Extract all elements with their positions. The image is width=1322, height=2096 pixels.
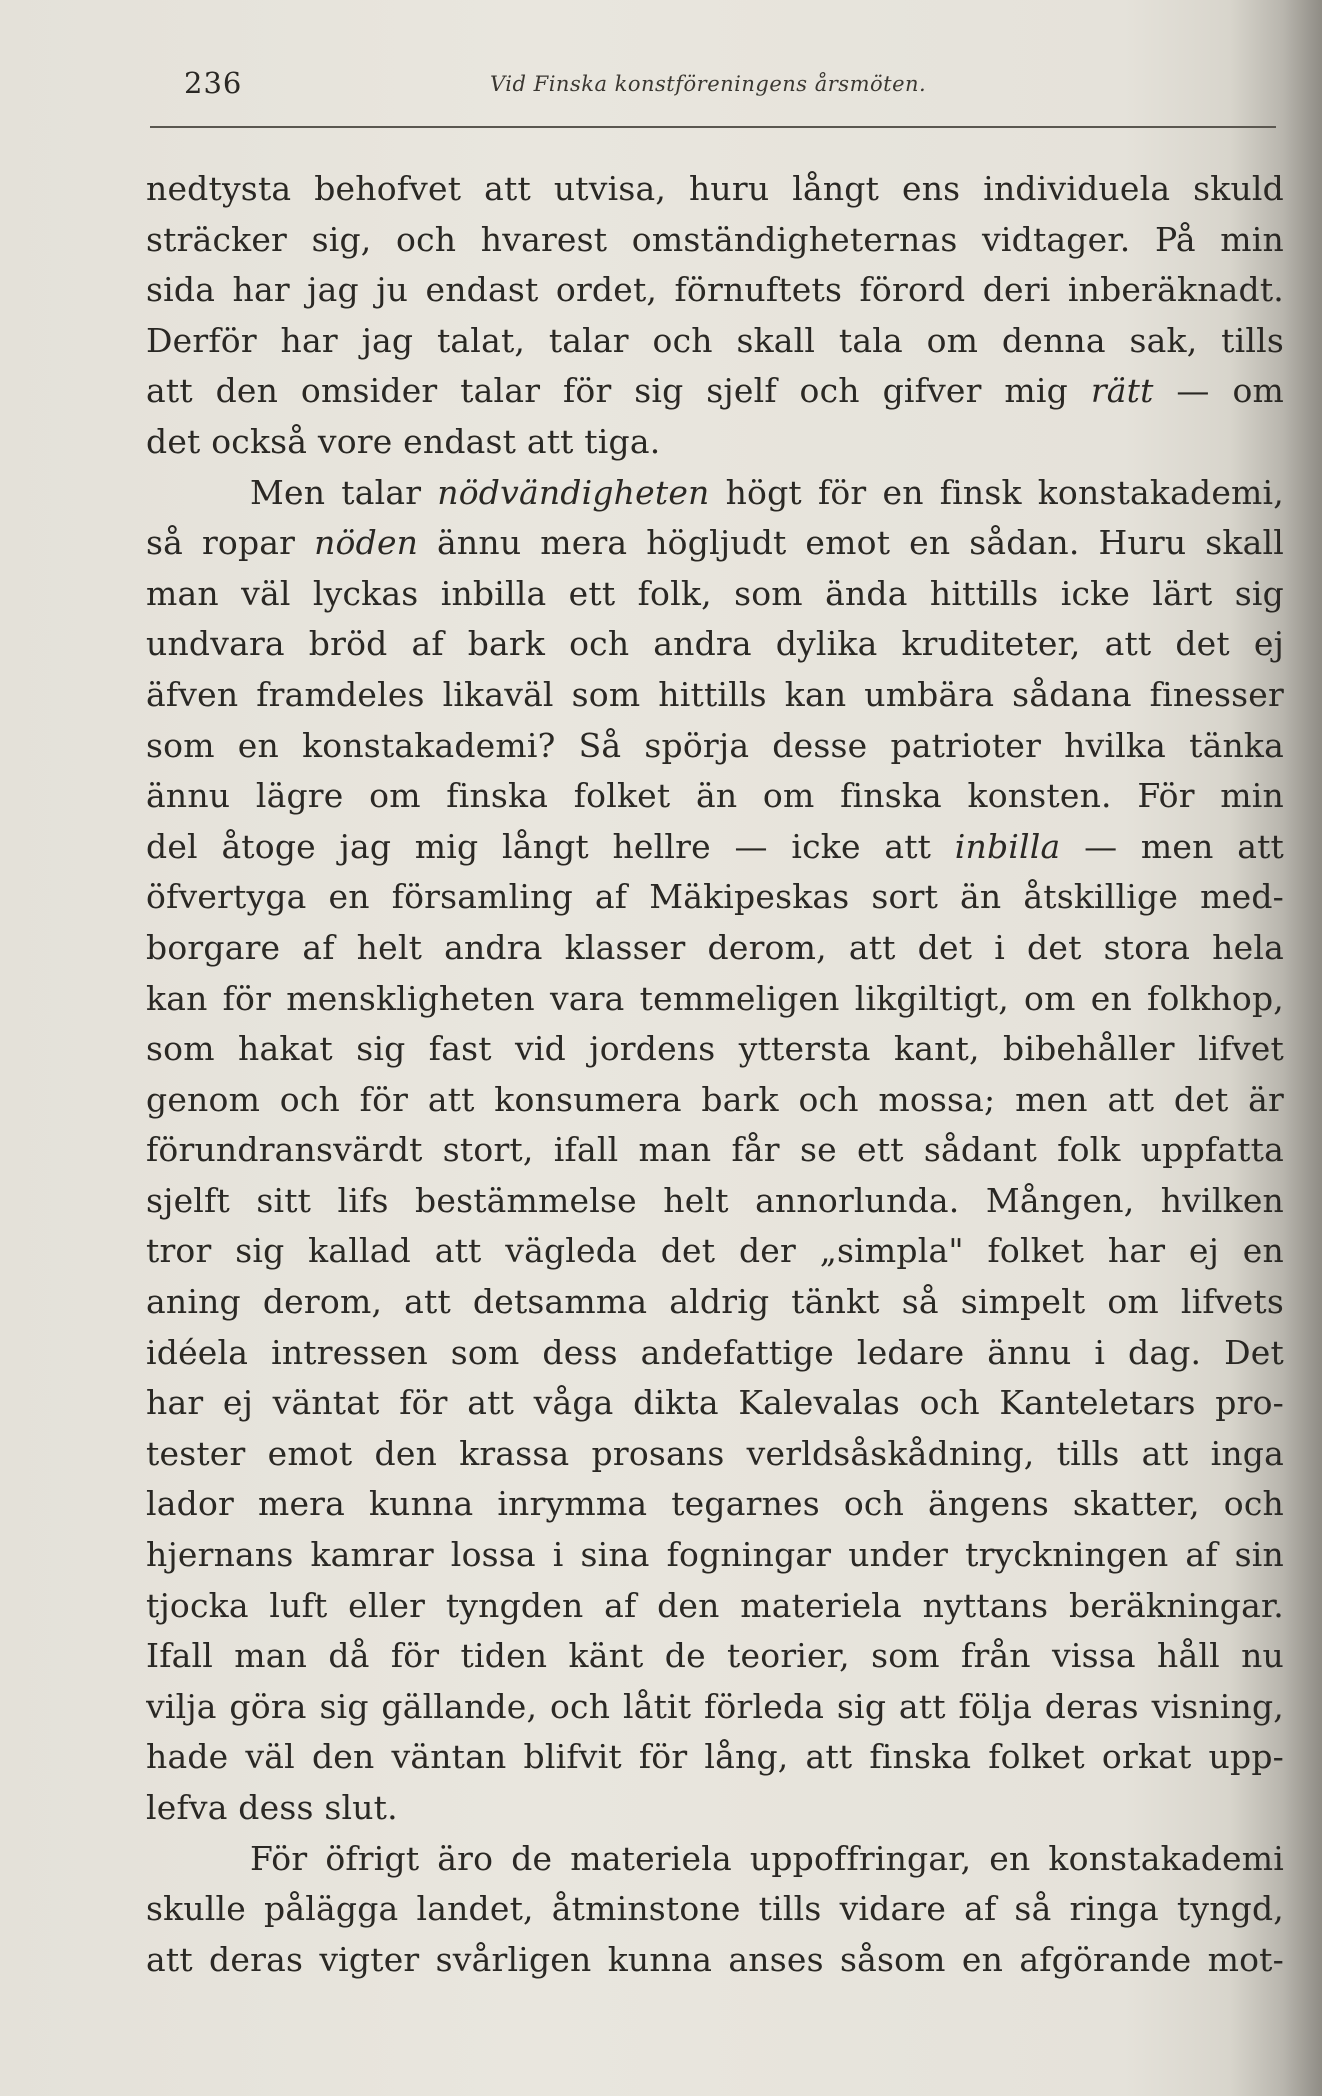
text-segment: att den omsider talar för sig sjelf och gifver mig	[146, 371, 1091, 411]
text-segment: del åtoge jag mig långt hellre — icke att	[146, 826, 955, 866]
text-line: undvara bröd af bark och andra dylika kruditeter, att det ej	[146, 624, 1284, 664]
text-line: lador mera kunna inrymma tegarnes och ängens skatter, och	[146, 1484, 1284, 1524]
body-text	[146, 164, 1284, 1985]
text-line: äfven framdeles likaväl som hittills kan umbära sådana finesser	[146, 674, 1284, 714]
text-segment: ännu mera högljudt emot en sådan. Huru skall	[418, 523, 1284, 563]
text-line	[146, 822, 1284, 873]
text-line	[146, 518, 1284, 569]
text-line: sjelft sitt lifs bestämmelse helt annorlunda. Mången, hvilken	[146, 1180, 1284, 1220]
text-line: borgare af helt andra klasser derom, att det i det stora hela	[146, 927, 1284, 967]
text-line: Derför har jag talat, talar och skall tala om denna sak, tills	[146, 320, 1284, 360]
text-line: öfvertyga en församling af Mäkipeskas sort än åtskillige med-	[146, 877, 1284, 917]
text-line: vilja göra sig gällande, och låtit förleda sig att följa deras visning,	[146, 1686, 1284, 1726]
emphasis: inbilla	[954, 826, 1061, 866]
text-segment: — om	[1153, 371, 1284, 411]
text-line: som hakat sig fast vid jordens yttersta kant, bibehåller lifvet	[146, 1029, 1284, 1069]
text-line	[146, 366, 1284, 417]
text-line: har ej väntat för att våga dikta Kalevalas och Kanteletars pro-	[146, 1383, 1284, 1423]
text-line: ännu lägre om finska folket än om finska konsten. För min	[146, 776, 1284, 816]
running-head: Vid Finska konstföreningens årsmöten.	[490, 72, 927, 96]
text-line: tjocka luft eller tyngden af den materiela nyttans beräkningar.	[146, 1585, 1284, 1625]
text-line: som en konstakademi? Så spörja desse patrioter hvilka tänka	[146, 725, 1284, 765]
text-line: aning derom, att detsamma aldrig tänkt så simpelt om lifvets	[146, 1282, 1284, 1322]
text-line: hade väl den väntan blifvit för lång, att finska folket orkat upp-	[146, 1737, 1284, 1777]
text-line: man väl lyckas inbilla ett folk, som ända hittills icke lärt sig	[146, 573, 1284, 613]
emphasis: nöden	[314, 523, 419, 563]
text-line: förundransvärdt stort, ifall man får se ett sådant folk uppfatta	[146, 1130, 1284, 1170]
text-line: Ifall man då för tiden känt de teorier, som från vissa håll nu	[146, 1636, 1284, 1676]
text-segment: — men att	[1060, 826, 1284, 866]
text-line: sträcker sig, och hvarest omständigheternas vidtager. På min	[146, 219, 1284, 259]
emphasis: nödvändigheten	[437, 472, 710, 512]
text-line: genom och för att konsumera bark och mossa; men att det är	[146, 1079, 1284, 1119]
text-line: det också vore endast att tiga.	[146, 421, 661, 461]
text-line: lefva dess slut.	[146, 1788, 398, 1827]
text-segment: högt för en finsk konstakademi,	[709, 472, 1284, 512]
emphasis: rätt	[1090, 371, 1154, 411]
text-line: skulle pålägga landet, åtminstone tills vidare af så ringa tyngd,	[146, 1889, 1284, 1929]
text-line: sida har jag ju endast ordet, förnuftets förord deri inberäknadt.	[146, 270, 1284, 310]
page-header	[184, 66, 1284, 116]
text-line: För öfrigt äro de materiela uppoffringar, en konstakademi	[250, 1838, 1284, 1878]
text-line: att deras vigter svårligen kunna anses såsom en afgörande mot-	[146, 1939, 1284, 1979]
text-line: tester emot den krassa prosans verldsåskådning, tills att inga	[146, 1433, 1284, 1473]
text-line: hjernans kamrar lossa i sina fogningar under tryckningen af sin	[146, 1535, 1284, 1575]
text-line: nedtysta behofvet att utvisa, huru långt ens individuela skuld	[146, 169, 1284, 208]
text-line: idéela intressen som dess andefattige ledare ännu i dag. Det	[146, 1332, 1284, 1372]
text-line	[146, 468, 1284, 519]
header-rule	[150, 126, 1276, 128]
text-segment: Men talar	[250, 472, 438, 512]
text-line: tror sig kallad att vägleda det der „simpla" folket har ej en	[146, 1231, 1284, 1271]
text-line: kan för menskligheten vara temmeligen likgiltigt, om en folkhop,	[146, 978, 1284, 1018]
text-segment: så ropar	[146, 523, 315, 563]
page-number: 236	[184, 66, 243, 100]
